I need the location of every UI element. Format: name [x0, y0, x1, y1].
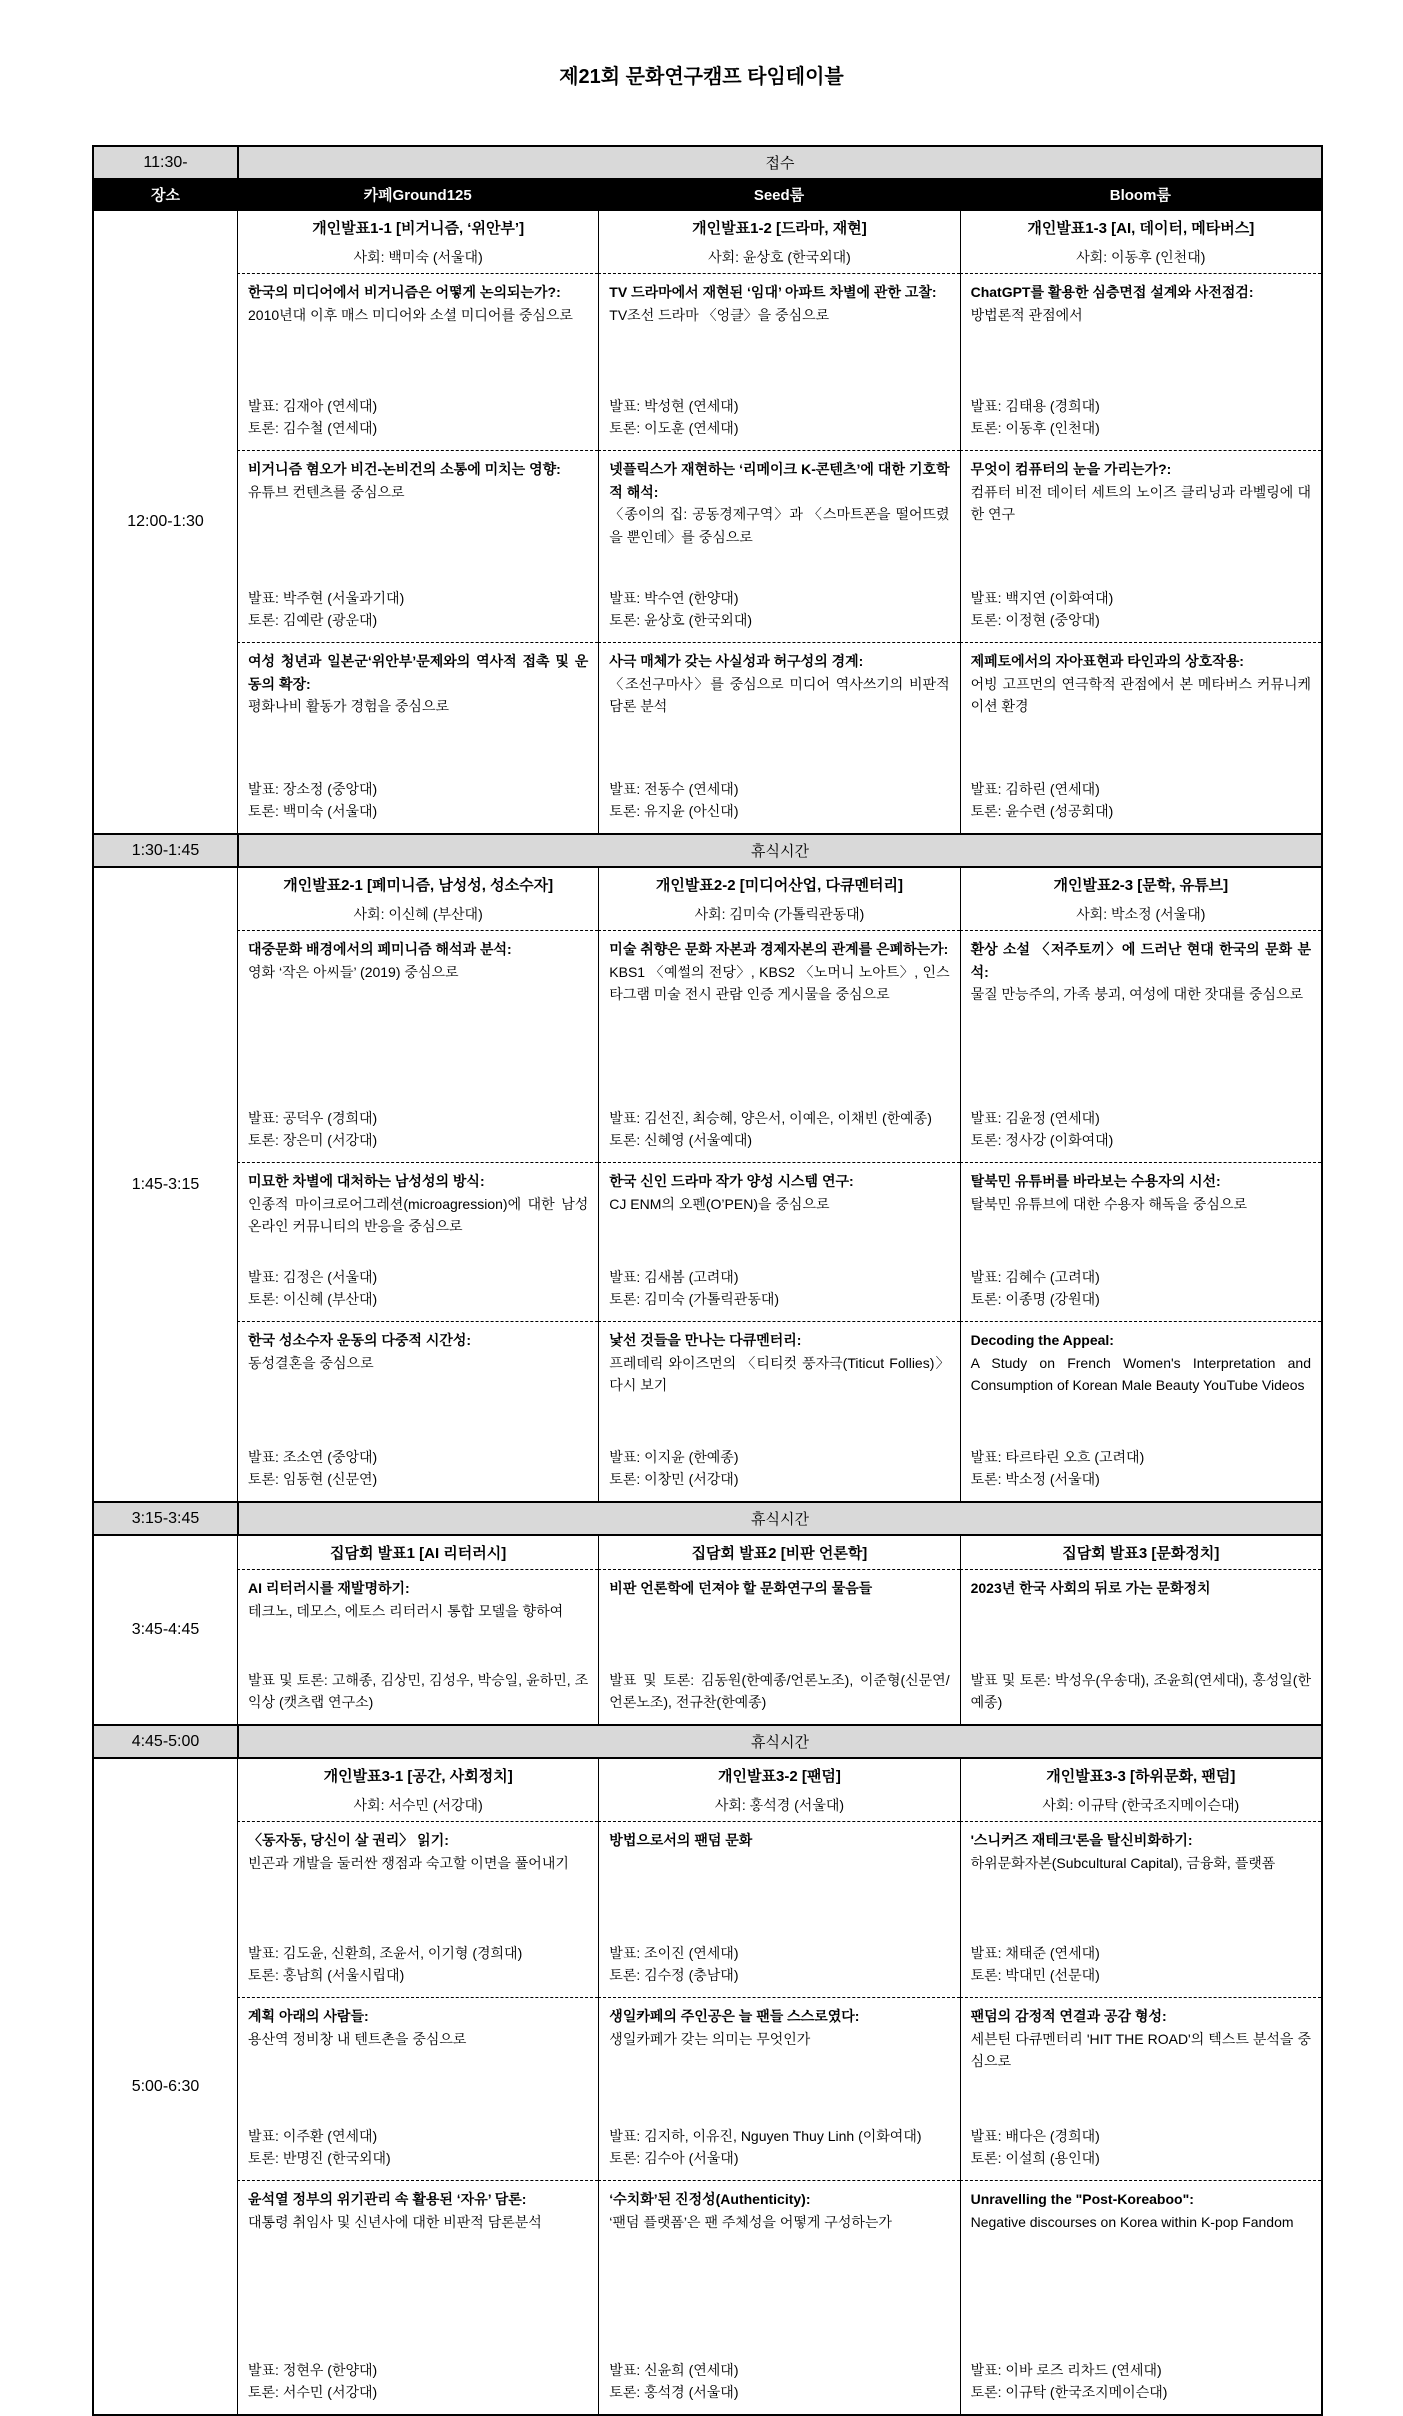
- talk-presenter: 발표: 이주환 (연세대): [248, 2127, 378, 2144]
- talk-presenter: 발표: 박주현 (서울과기대): [248, 589, 405, 606]
- session-title: 개인발표3-3 [하위문화, 팬덤]: [1046, 1768, 1236, 1785]
- talk-subtitle: 동성결혼을 중심으로: [248, 1354, 374, 1371]
- session-title: 개인발표1-1 [비거니즘, ‘위안부’]: [312, 220, 525, 237]
- talk-title: 무엇이 컴퓨터의 눈을 가리는가?:: [970, 461, 1172, 477]
- talk-cell: [960, 1821, 1321, 1997]
- talk-presenter: 발표: 김선진, 최승혜, 양은서, 이예은, 이채빈 (한예종): [609, 1109, 932, 1126]
- talk-subtitle: ‘팬덤 플랫폼’은 팬 주체성을 어떻게 구성하는가: [609, 2213, 892, 2230]
- talk-discussant: 토론: 신혜영 (서울예대): [609, 1132, 753, 1149]
- talk-presenter: 발표: 타르타린 오흐 (고려대): [970, 1448, 1145, 1465]
- session-moderator: 사회: 백미숙 (서울대): [353, 249, 483, 265]
- talk-cell: [237, 2180, 598, 2414]
- talk-subtitle: TV조선 드라마 〈엉클〉을 중심으로: [609, 306, 830, 323]
- talk-discussant: 토론: 장은미 (서강대): [248, 1132, 378, 1149]
- talk-people: [609, 2359, 949, 2404]
- talk-subtitle: KBS1 〈예썰의 전당〉, KBS2 〈노머니 노아트〉, 인스타그램 미술 전시 관람 인증 게시물을 중심으로: [609, 963, 950, 1003]
- registration-time: 11:30-: [143, 153, 188, 171]
- talk-title: 미묘한 차별에 대처하는 남성성의 방식:: [248, 1173, 485, 1189]
- session-title: 개인발표2-1 [페미니즘, 남성성, 성소수자]: [283, 877, 554, 894]
- talk-people: [609, 395, 949, 440]
- talk-people: [971, 1942, 1311, 1987]
- talk-presenter: 발표: 김태용 (경희대): [970, 397, 1100, 414]
- talk-title: 제페토에서의 자아표현과 타인과의 상호작용:: [970, 653, 1244, 669]
- session-title: 개인발표1-2 [드라마, 재현]: [692, 220, 867, 237]
- talk-presenter: 발표: 장소정 (중앙대): [248, 780, 378, 797]
- talk-subtitle: 대통령 취임사 및 신년사에 대한 비판적 담론분석: [248, 2213, 542, 2230]
- talk-cell: [960, 642, 1321, 833]
- session-title: 집담회 발표2 [비판 언론학]: [691, 1545, 868, 1562]
- talk-subtitle: CJ ENM의 오펜(O’PEN)을 중심으로: [609, 1195, 830, 1212]
- talk-title: 생일카페의 주인공은 늘 팬들 스스로였다:: [609, 2008, 860, 2024]
- talk-presenter: 발표: 김윤정 (연세대): [970, 1109, 1100, 1126]
- talk-cell: [237, 1569, 598, 1724]
- talk-subtitle: 빈곤과 개발을 둘러싼 쟁점과 숙고할 이면을 풀어내기: [248, 1854, 569, 1871]
- talk-subtitle: 생일카페가 갖는 의미는 무엇인가: [609, 2030, 811, 2047]
- talk-discussant: 토론: 윤수련 (성공회대): [970, 803, 1114, 820]
- talk-title: 비판 언론학에 던져야 할 문화연구의 물음들: [609, 1580, 873, 1596]
- talk-people: [971, 1266, 1311, 1311]
- session-title: 개인발표2-2 [미디어산업, 다큐멘터리]: [655, 877, 903, 894]
- talk-people: [248, 1669, 588, 1714]
- talk-cell: [598, 1321, 959, 1501]
- session-3-col-1-header: [237, 1536, 598, 1569]
- session-moderator: 사회: 이신혜 (부산대): [353, 906, 483, 922]
- session-title: 집담회 발표3 [문화정치]: [1062, 1545, 1220, 1562]
- talk-title: 윤석열 정부의 위기관리 속 활용된 ‘자유’ 담론:: [248, 2191, 527, 2207]
- talk-presenter: 발표 및 토론: 김동원(한예종/언론노조), 이준형(신문연/언론노조), 전규찬(한예종): [609, 1671, 950, 1711]
- talk-presenter: 발표: 김지하, 이유진, Nguyen Thuy Linh (이화여대): [609, 2127, 922, 2144]
- talk-title: 넷플릭스가 재현하는 ‘리메이크 K-콘텐츠’에 대한 기호학적 해석:: [609, 461, 950, 500]
- talk-presenter: 발표: 백지연 (이화여대): [970, 589, 1114, 606]
- talk-discussant: 토론: 김미숙 (가톨릭관동대): [609, 1291, 780, 1308]
- session-2-col-1-header: [237, 868, 598, 930]
- room-header-cafe: 카페Ground125: [363, 187, 472, 204]
- talk-discussant: 토론: 이창민 (서강대): [609, 1471, 739, 1488]
- talk-discussant: 토론: 백미숙 (서울대): [248, 803, 378, 820]
- talk-presenter: 발표: 조이진 (연세대): [609, 1944, 739, 1961]
- session-row-3: [94, 1534, 1321, 1724]
- talk-subtitle: 방법론적 관점에서: [970, 306, 1083, 323]
- talk-discussant: 토론: 박소정 (서울대): [970, 1471, 1100, 1488]
- talk-presenter: 발표: 공덕우 (경희대): [248, 1109, 378, 1126]
- session-moderator: 사회: 홍석경 (서울대): [714, 1797, 845, 1813]
- break-row-2: [94, 1501, 1321, 1534]
- talk-discussant: 토론: 김예란 (광운대): [248, 612, 378, 629]
- session-4-time: 5:00-6:30: [131, 2077, 200, 2095]
- session-title: 개인발표1-3 [AI, 데이터, 메타버스]: [1027, 220, 1255, 237]
- talk-subtitle: 〈조선구마사〉를 중심으로 미디어 역사쓰기의 비판적 담론 분석: [609, 675, 950, 715]
- break-time: 1:30-1:45: [131, 841, 200, 859]
- talk-presenter: 발표: 박수연 (한양대): [609, 589, 739, 606]
- room-header-seed: Seed룸: [753, 187, 805, 204]
- break-label: 휴식시간: [237, 1503, 1321, 1534]
- session-1-col-2-header: [598, 211, 959, 273]
- talk-discussant: 토론: 이종명 (강원대): [970, 1291, 1100, 1308]
- talk-discussant: 토론: 이설희 (용인대): [970, 2150, 1100, 2167]
- talk-subtitle: 테크노, 데모스, 에토스 리터러시 통합 모델을 향하여: [248, 1602, 564, 1619]
- place-header-row: [94, 178, 1321, 209]
- talk-presenter: 발표: 전동수 (연세대): [609, 780, 739, 797]
- talk-title: 탈북민 유튜버를 바라보는 수용자의 시선:: [970, 1173, 1221, 1189]
- talk-cell: [237, 450, 598, 642]
- talk-cell: [598, 930, 959, 1162]
- talk-cell: [960, 2180, 1321, 2414]
- talk-presenter: 발표 및 토론: 고해종, 김상민, 김성우, 박승일, 윤하민, 조익상 (캣츠랩 연구소): [248, 1671, 589, 1711]
- talk-presenter: 발표: 김정은 (서울대): [248, 1268, 378, 1285]
- talk-cell: [960, 930, 1321, 1162]
- session-2-col-3-header: [960, 868, 1321, 930]
- talk-cell: [237, 1821, 598, 1997]
- talk-people: [609, 778, 949, 823]
- talk-subtitle: Negative discourses on Korea within K-pop Fandom: [970, 2213, 1294, 2230]
- talk-subtitle: 하위문화자본(Subcultural Capital), 금융화, 플랫폼: [970, 1854, 1276, 1871]
- talk-subtitle: 인종적 마이크로어그레션(microagression)에 대한 남성 온라인 커뮤니티의 반응을 중심으로: [248, 1195, 589, 1235]
- session-1-col-3-header: [960, 211, 1321, 273]
- talk-people: [248, 395, 588, 440]
- talk-discussant: 토론: 김수철 (연세대): [248, 420, 378, 437]
- talk-discussant: 토론: 이신혜 (부산대): [248, 1291, 378, 1308]
- session-1-col-1-header: [237, 211, 598, 273]
- talk-subtitle: 용산역 정비창 내 텐트촌을 중심으로: [248, 2030, 467, 2047]
- talk-subtitle: 탈북민 유튜브에 대한 수용자 해독을 중심으로: [970, 1195, 1247, 1212]
- talk-title: ChatGPT를 활용한 심층면접 설계와 사전점검:: [970, 284, 1254, 300]
- talk-title: TV 드라마에서 재현된 ‘임대’ 아파트 차별에 관한 고찰:: [609, 284, 937, 300]
- talk-subtitle: 세븐틴 다큐멘터리 'HIT THE ROAD'의 텍스트 분석을 중심으로: [970, 2030, 1311, 2070]
- talk-presenter: 발표: 김도윤, 신환희, 조윤서, 이기형 (경희대): [248, 1944, 523, 1961]
- session-row-1: [94, 209, 1321, 833]
- talk-discussant: 토론: 이동후 (인천대): [970, 420, 1100, 437]
- talk-discussant: 토론: 박대민 (선문대): [970, 1967, 1100, 1984]
- registration-row: [94, 147, 1321, 178]
- page-title: 제21회 문화연구캠프 타임테이블: [559, 66, 844, 88]
- talk-subtitle: 영화 ‘작은 아씨들’ (2019) 중심으로: [248, 963, 459, 980]
- talk-subtitle: 〈종이의 집: 공동경제구역〉과 〈스마트폰을 떨어뜨렸을 뿐인데〉를 중심으로: [609, 506, 950, 546]
- break-label: 휴식시간: [237, 835, 1321, 866]
- talk-title: 여성 청년과 일본군‘위안부’문제와의 역사적 접촉 및 운동의 확장:: [248, 653, 589, 692]
- break-row-3: [94, 1724, 1321, 1757]
- talk-people: [609, 1446, 949, 1491]
- talk-subtitle: 평화나비 활동가 경험을 중심으로: [248, 698, 450, 715]
- talk-title: 환상 소설 〈저주토끼〉에 드러난 현대 한국의 문화 분석:: [970, 941, 1311, 980]
- session-title: 집담회 발표1 [AI 리터러시]: [330, 1545, 507, 1562]
- talk-cell: [237, 1321, 598, 1501]
- session-2-time: 1:45-3:15: [131, 1175, 200, 1193]
- talk-cell: [598, 642, 959, 833]
- break-time: 3:15-3:45: [131, 1509, 200, 1527]
- talk-subtitle: 어빙 고프먼의 연극학적 관점에서 본 메타버스 커뮤니케이션 환경: [970, 675, 1311, 715]
- talk-cell: [598, 1569, 959, 1724]
- session-2-col-2-header: [598, 868, 959, 930]
- session-title: 개인발표3-2 [팬덤]: [718, 1768, 841, 1785]
- talk-people: [971, 1446, 1311, 1491]
- talk-cell: [960, 1997, 1321, 2180]
- session-moderator: 사회: 김미숙 (가톨릭관동대): [694, 906, 865, 922]
- break-label: 휴식시간: [237, 1726, 1321, 1757]
- talk-people: [248, 1446, 588, 1491]
- talk-title: 한국 신인 드라마 작가 양성 시스템 연구:: [609, 1173, 854, 1189]
- session-moderator: 사회: 이동후 (인천대): [1076, 249, 1206, 265]
- talk-cell: [237, 1162, 598, 1321]
- talk-cell: [960, 1569, 1321, 1724]
- talk-cell: [960, 1321, 1321, 1501]
- talk-title: 미술 취향은 문화 자본과 경제자본의 관계를 은폐하는가:: [609, 941, 949, 957]
- talk-people: [248, 1942, 588, 1987]
- talk-presenter: 발표: 배다은 (경희대): [970, 2127, 1100, 2144]
- talk-people: [971, 1107, 1311, 1152]
- talk-discussant: 토론: 윤상호 (한국외대): [609, 612, 753, 629]
- talk-cell: [237, 930, 598, 1162]
- talk-cell: [960, 273, 1321, 450]
- talk-title: AI 리터러시를 재발명하기:: [248, 1580, 410, 1596]
- talk-title: 한국 성소수자 운동의 다중적 시간성:: [248, 1332, 472, 1348]
- talk-title: 팬덤의 감정적 연결과 공감 형성:: [970, 2008, 1167, 2024]
- session-3-col-2-header: [598, 1536, 959, 1569]
- talk-people: [971, 2125, 1311, 2170]
- session-moderator: 사회: 박소정 (서울대): [1076, 906, 1206, 922]
- talk-presenter: 발표: 김혜수 (고려대): [970, 1268, 1100, 1285]
- talk-people: [248, 2359, 588, 2404]
- talk-people: [609, 1942, 949, 1987]
- talk-discussant: 토론: 이도훈 (연세대): [609, 420, 739, 437]
- talk-people: [971, 395, 1311, 440]
- talk-presenter: 발표: 김새봄 (고려대): [609, 1268, 739, 1285]
- talk-presenter: 발표: 조소연 (중앙대): [248, 1448, 378, 1465]
- talk-title: 〈동자동, 당신이 살 권리〉 읽기:: [248, 1832, 449, 1848]
- talk-presenter: 발표 및 토론: 박성우(우송대), 조윤희(연세대), 홍성일(한예종): [970, 1671, 1311, 1711]
- talk-presenter: 발표: 이바 로즈 리차드 (연세대): [970, 2361, 1162, 2378]
- talk-cell: [237, 642, 598, 833]
- talk-cell: [598, 1821, 959, 1997]
- talk-discussant: 토론: 이규탁 (한국조지메이슨대): [970, 2384, 1168, 2401]
- talk-title: 한국의 미디어에서 비거니즘은 어떻게 논의되는가?:: [248, 284, 561, 300]
- talk-discussant: 토론: 김수정 (충남대): [609, 1967, 739, 1984]
- talk-title: Decoding the Appeal:: [970, 1332, 1114, 1348]
- session-3-col-3-header: [960, 1536, 1321, 1569]
- room-header-bloom: Bloom룸: [1109, 187, 1171, 204]
- session-3-time: 3:45-4:45: [131, 1621, 200, 1638]
- talk-people: [971, 2359, 1311, 2404]
- talk-cell: [598, 1997, 959, 2180]
- talk-title: 사극 매체가 갖는 사실성과 허구성의 경계:: [609, 653, 864, 669]
- session-4-col-3-header: [960, 1759, 1321, 1821]
- talk-discussant: 토론: 정사강 (이화여대): [970, 1132, 1114, 1149]
- talk-people: [248, 1266, 588, 1311]
- talk-subtitle: 2010년대 이후 매스 미디어와 소셜 미디어를 중심으로: [248, 306, 573, 323]
- talk-people: [609, 1669, 949, 1714]
- talk-presenter: 발표: 채태준 (연세대): [970, 1944, 1100, 1961]
- talk-presenter: 발표: 신윤희 (연세대): [609, 2361, 739, 2378]
- place-header-label: 장소: [151, 187, 180, 204]
- talk-discussant: 토론: 임동현 (신문연): [248, 1471, 378, 1488]
- talk-people: [609, 1107, 949, 1152]
- talk-presenter: 발표: 정현우 (한양대): [248, 2361, 378, 2378]
- talk-title: Unravelling the "Post-Koreaboo":: [970, 2191, 1194, 2207]
- talk-cell: [598, 450, 959, 642]
- talk-cell: [598, 2180, 959, 2414]
- talk-discussant: 토론: 김수아 (서울대): [609, 2150, 739, 2167]
- session-row-2: [94, 866, 1321, 1501]
- talk-discussant: 토론: 이정현 (중앙대): [970, 612, 1100, 629]
- session-title: 개인발표3-1 [공간, 사회정치]: [323, 1768, 513, 1785]
- talk-cell: [960, 450, 1321, 642]
- talk-people: [971, 778, 1311, 823]
- talk-people: [609, 587, 949, 632]
- session-title: 개인발표2-3 [문학, 유튜브]: [1053, 877, 1229, 894]
- talk-discussant: 토론: 홍석경 (서울대): [609, 2384, 739, 2401]
- talk-title: 비거니즘 혐오가 비건-논비건의 소통에 미치는 영향:: [248, 461, 561, 477]
- session-4-col-1-header: [237, 1759, 598, 1821]
- timetable: [92, 145, 1323, 2416]
- talk-title: 대중문화 배경에서의 페미니즘 해석과 분석:: [248, 941, 512, 957]
- talk-people: [248, 1107, 588, 1152]
- talk-subtitle: 컴퓨터 비전 데이터 세트의 노이즈 클리닝과 라벨링에 대한 연구: [970, 483, 1311, 523]
- talk-cell: [237, 1997, 598, 2180]
- registration-label: 접수: [237, 147, 1321, 178]
- talk-cell: [237, 273, 598, 450]
- break-time: 4:45-5:00: [131, 1732, 200, 1750]
- talk-title: 방법으로서의 팬덤 문화: [609, 1832, 753, 1848]
- talk-people: [248, 778, 588, 823]
- talk-discussant: 토론: 유지윤 (아신대): [609, 803, 739, 820]
- session-4-col-2-header: [598, 1759, 959, 1821]
- talk-cell: [960, 1162, 1321, 1321]
- talk-cell: [598, 1162, 959, 1321]
- talk-discussant: 토론: 서수민 (서강대): [248, 2384, 378, 2401]
- talk-presenter: 발표: 김하린 (연세대): [970, 780, 1100, 797]
- talk-people: [248, 587, 588, 632]
- talk-cell: [598, 273, 959, 450]
- talk-people: [971, 587, 1311, 632]
- session-row-4: [94, 1757, 1321, 2414]
- talk-title: '스니커즈 재테크'론을 탈신비화하기:: [970, 1832, 1193, 1848]
- talk-people: [609, 2125, 949, 2170]
- break-row-1: [94, 833, 1321, 866]
- talk-discussant: 토론: 홍남희 (서울시립대): [248, 1967, 405, 1984]
- session-moderator: 사회: 윤상호 (한국외대): [708, 249, 851, 265]
- talk-subtitle: 물질 만능주의, 가족 붕괴, 여성에 대한 잣대를 중심으로: [970, 986, 1304, 1003]
- talk-subtitle: A Study on French Women's Interpretation and Consumption of Korean Male Beauty YouTube Videos: [970, 1354, 1311, 1394]
- talk-title: 2023년 한국 사회의 뒤로 가는 문화정치: [970, 1580, 1211, 1596]
- talk-subtitle: 유튜브 컨텐츠를 중심으로: [248, 483, 405, 500]
- talk-discussant: 토론: 반명진 (한국외대): [248, 2150, 391, 2167]
- talk-presenter: 발표: 박성현 (연세대): [609, 397, 739, 414]
- talk-title: 계획 아래의 사람들:: [248, 2008, 369, 2024]
- session-moderator: 사회: 이규탁 (한국조지메이슨대): [1042, 1797, 1240, 1813]
- talk-presenter: 발표: 김재아 (연세대): [248, 397, 378, 414]
- session-moderator: 사회: 서수민 (서강대): [353, 1797, 483, 1813]
- session-1-time: 12:00-1:30: [127, 513, 204, 530]
- talk-people: [971, 1669, 1311, 1714]
- talk-people: [609, 1266, 949, 1311]
- talk-title: ‘수치화’된 진정성(Authenticity):: [609, 2191, 811, 2207]
- talk-title: 낯선 것들을 만나는 다큐멘터리:: [609, 1332, 802, 1348]
- talk-subtitle: 프레데릭 와이즈먼의 〈티티컷 풍자극(Titicut Follies)〉 다시 보기: [609, 1354, 950, 1394]
- talk-people: [248, 2125, 588, 2170]
- talk-presenter: 발표: 이지윤 (한예종): [609, 1448, 739, 1465]
